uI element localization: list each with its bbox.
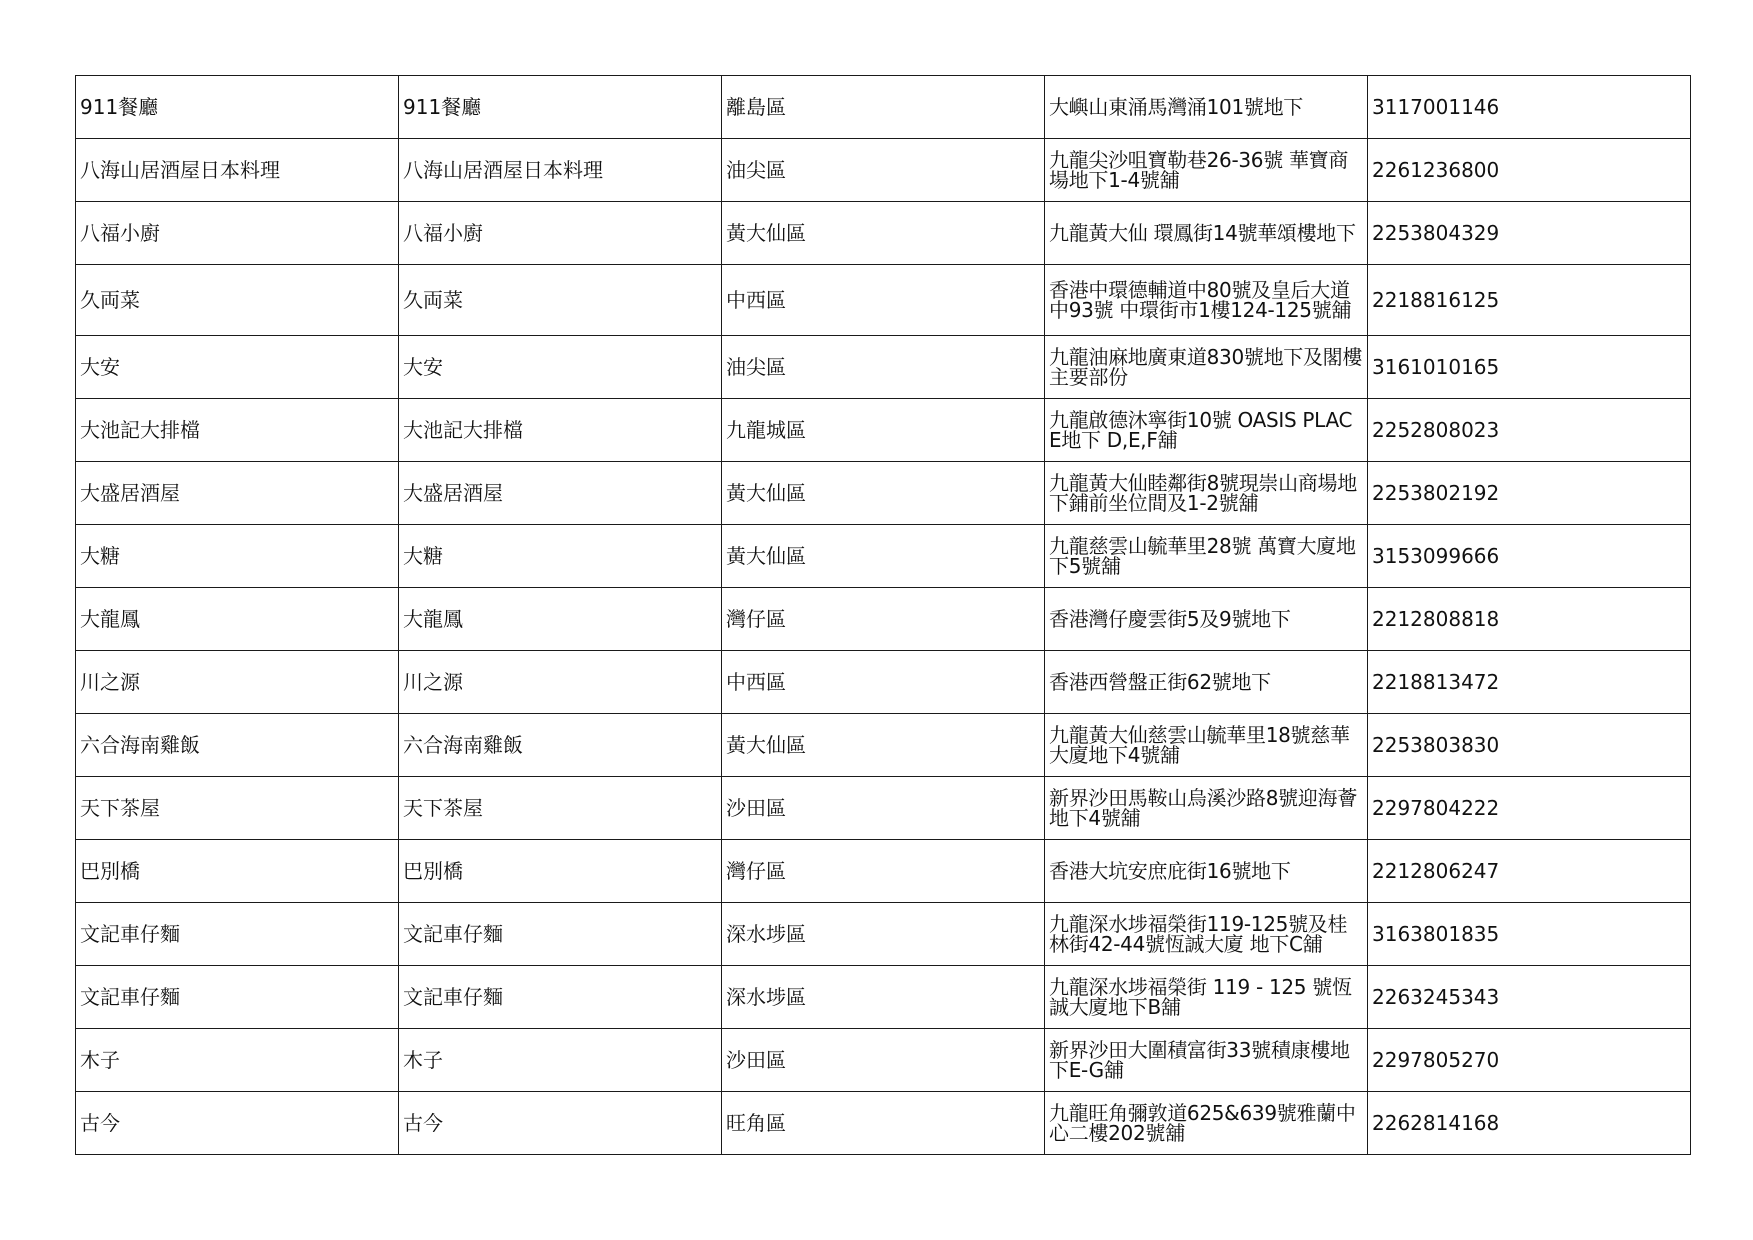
phone-cell: 2253802192 [1368,462,1691,525]
table-row [76,462,1691,525]
restaurant-name-alt-cell: 911餐廳 [399,76,722,139]
table-row [76,588,1691,651]
restaurant-name-cell: 天下茶屋 [76,777,399,840]
table-row [76,840,1691,903]
phone-cell: 3153099666 [1368,525,1691,588]
restaurant-name-cell: 木子 [76,1029,399,1092]
restaurant-name-cell: 久両菜 [76,265,399,336]
address-cell: 九龍尖沙咀寶勒巷26-36號 華寶商場地下1-4號舖 [1045,139,1368,202]
district-cell: 黃大仙區 [722,202,1045,265]
district-cell: 黃大仙區 [722,525,1045,588]
address-cell: 九龍啟德沐寧街10號 OASIS PLACE地下 D,E,F舖 [1045,399,1368,462]
phone-cell: 2252808023 [1368,399,1691,462]
district-cell: 黃大仙區 [722,462,1045,525]
table-row [76,1092,1691,1155]
restaurant-name-alt-cell: 天下茶屋 [399,777,722,840]
restaurant-name-cell: 文記車仔麵 [76,903,399,966]
district-cell: 離島區 [722,76,1045,139]
phone-cell: 2218813472 [1368,651,1691,714]
table-row [76,265,1691,336]
phone-cell: 2212806247 [1368,840,1691,903]
address-cell: 香港灣仔慶雲街5及9號地下 [1045,588,1368,651]
restaurant-name-alt-cell: 久両菜 [399,265,722,336]
district-cell: 油尖區 [722,336,1045,399]
table-row [76,714,1691,777]
address-cell: 香港西營盤正街62號地下 [1045,651,1368,714]
restaurant-table [75,75,1691,1155]
district-cell: 中西區 [722,265,1045,336]
restaurant-name-alt-cell: 八福小廚 [399,202,722,265]
restaurant-name-cell: 大龍鳳 [76,588,399,651]
restaurant-name-cell: 古今 [76,1092,399,1155]
restaurant-name-cell: 大池記大排檔 [76,399,399,462]
table-row [76,336,1691,399]
restaurant-name-alt-cell: 木子 [399,1029,722,1092]
restaurant-name-cell: 八福小廚 [76,202,399,265]
district-cell: 九龍城區 [722,399,1045,462]
restaurant-name-cell: 911餐廳 [76,76,399,139]
address-cell: 香港中環德輔道中80號及皇后大道中93號 中環街市1樓124-125號舖 [1045,265,1368,336]
restaurant-name-cell: 川之源 [76,651,399,714]
restaurant-name-alt-cell: 文記車仔麵 [399,966,722,1029]
table-row [76,525,1691,588]
district-cell: 旺角區 [722,1092,1045,1155]
district-cell: 深水埗區 [722,903,1045,966]
restaurant-name-alt-cell: 大盛居酒屋 [399,462,722,525]
phone-cell: 2297805270 [1368,1029,1691,1092]
table-row [76,1029,1691,1092]
address-cell: 大嶼山東涌馬灣涌101號地下 [1045,76,1368,139]
phone-cell: 2261236800 [1368,139,1691,202]
address-cell: 九龍深水埗福榮街 119 - 125 號恆誠大廈地下B舖 [1045,966,1368,1029]
address-cell: 九龍旺角彌敦道625&639號雅蘭中心二樓202號舖 [1045,1092,1368,1155]
address-cell: 九龍慈雲山毓華里28號 萬寶大廈地下5號舖 [1045,525,1368,588]
table-row [76,202,1691,265]
table-row [76,76,1691,139]
table-row [76,777,1691,840]
phone-cell: 2262814168 [1368,1092,1691,1155]
restaurant-name-cell: 文記車仔麵 [76,966,399,1029]
address-cell: 新界沙田馬鞍山烏溪沙路8號迎海薈地下4號舖 [1045,777,1368,840]
table-row [76,399,1691,462]
restaurant-name-alt-cell: 六合海南雞飯 [399,714,722,777]
restaurant-name-cell: 大糖 [76,525,399,588]
restaurant-name-alt-cell: 文記車仔麵 [399,903,722,966]
phone-cell: 3163801835 [1368,903,1691,966]
restaurant-name-alt-cell: 大安 [399,336,722,399]
district-cell: 灣仔區 [722,588,1045,651]
table-row [76,903,1691,966]
district-cell: 油尖區 [722,139,1045,202]
district-cell: 深水埗區 [722,966,1045,1029]
restaurant-name-cell: 大盛居酒屋 [76,462,399,525]
phone-cell: 2212808818 [1368,588,1691,651]
address-cell: 九龍黃大仙慈雲山毓華里18號慈華大廈地下4號舖 [1045,714,1368,777]
restaurant-name-alt-cell: 巴別橋 [399,840,722,903]
phone-cell: 3161010165 [1368,336,1691,399]
table-body [76,76,1691,1155]
restaurant-name-alt-cell: 八海山居酒屋日本料理 [399,139,722,202]
restaurant-name-cell: 六合海南雞飯 [76,714,399,777]
district-cell: 沙田區 [722,1029,1045,1092]
table-container [75,75,1691,1155]
address-cell: 九龍黃大仙 環鳳街14號華頌樓地下 [1045,202,1368,265]
address-cell: 新界沙田大圍積富街33號積康樓地下E-G舖 [1045,1029,1368,1092]
address-cell: 九龍油麻地廣東道830號地下及閣樓主要部份 [1045,336,1368,399]
restaurant-name-alt-cell: 大龍鳳 [399,588,722,651]
phone-cell: 3117001146 [1368,76,1691,139]
restaurant-name-alt-cell: 古今 [399,1092,722,1155]
restaurant-name-alt-cell: 大糖 [399,525,722,588]
restaurant-name-alt-cell: 大池記大排檔 [399,399,722,462]
phone-cell: 2253803830 [1368,714,1691,777]
restaurant-name-cell: 巴別橋 [76,840,399,903]
restaurant-name-cell: 八海山居酒屋日本料理 [76,139,399,202]
district-cell: 灣仔區 [722,840,1045,903]
table-row [76,651,1691,714]
address-cell: 九龍深水埗福榮街119-125號及桂林街42-44號恆誠大廈 地下C舖 [1045,903,1368,966]
phone-cell: 2297804222 [1368,777,1691,840]
phone-cell: 2263245343 [1368,966,1691,1029]
table-row [76,966,1691,1029]
district-cell: 沙田區 [722,777,1045,840]
phone-cell: 2253804329 [1368,202,1691,265]
phone-cell: 2218816125 [1368,265,1691,336]
restaurant-name-alt-cell: 川之源 [399,651,722,714]
address-cell: 九龍黃大仙睦鄰街8號現崇山商場地下鋪前坐位間及1-2號舖 [1045,462,1368,525]
address-cell: 香港大坑安庶庇街16號地下 [1045,840,1368,903]
table-row [76,139,1691,202]
restaurant-name-cell: 大安 [76,336,399,399]
district-cell: 中西區 [722,651,1045,714]
district-cell: 黃大仙區 [722,714,1045,777]
